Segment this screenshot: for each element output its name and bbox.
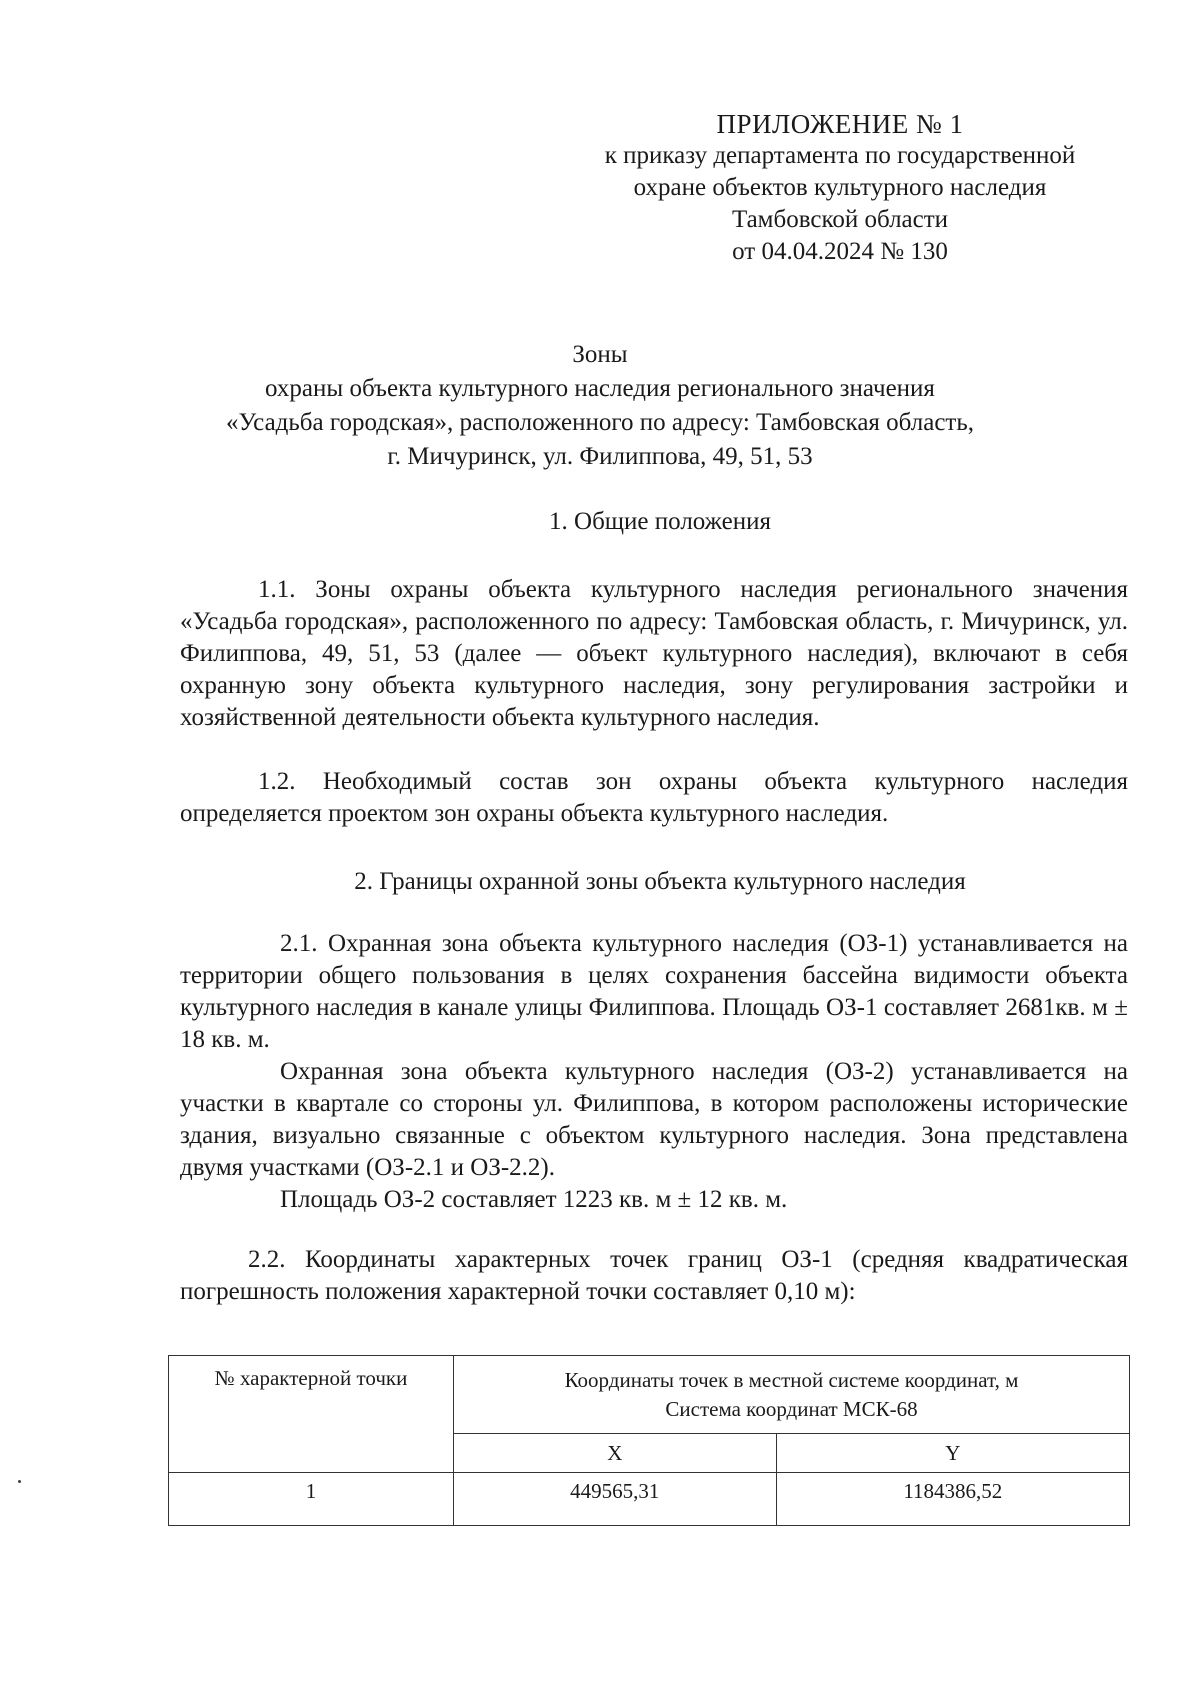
scan-speck [18, 1480, 21, 1483]
cell-point-number: 1 [169, 1473, 454, 1526]
header-y: Y [776, 1434, 1129, 1473]
title-line-4: г. Мичуринск, ул. Филиппова, 49, 51, 53 [387, 443, 813, 470]
coordinates-table [168, 1355, 1130, 1526]
paragraph-2-2-text: 2.2. Координаты характерных точек границ ОЗ-1 (средняя квадратическая погрешность положения характерной точки составляет 0,10 м): [180, 1246, 1128, 1305]
header-point-number: № характерной точки [169, 1356, 454, 1473]
paragraph-2-1 [180, 928, 1128, 1056]
section-1-heading: 1. Общие положения [549, 508, 771, 535]
appendix-title: ПРИЛОЖЕНИЕ № 1 [716, 109, 964, 139]
table-header-row [169, 1356, 1130, 1434]
header-x: X [454, 1434, 777, 1473]
paragraph-2-1-area-text: Площадь ОЗ-2 составляет 1223 кв. м ± 12 кв. м. [280, 1186, 788, 1213]
paragraph-2-2 [180, 1244, 1128, 1308]
section-2-heading: 2. Границы охранной зоны объекта культурного наследия [354, 868, 966, 895]
document-title [180, 338, 1020, 474]
paragraph-2-1-area [180, 1184, 1128, 1216]
header-coordinates-line-2: Система координат МСК-68 [665, 1396, 918, 1421]
table-row [169, 1473, 1130, 1526]
header-coordinates-line-1: Координаты точек в местной системе координат, м [564, 1367, 1019, 1392]
paragraph-1-1-text: 1.1. Зоны охраны объекта культурного наследия регионального значения «Усадьба городская», расположенного по адресу: Тамбовская область, г. Мичуринск, ул. Филиппова, 49, 51, 53 (далее — объект культурного наследия), включают в себя охранную зону объекта культурного наследия, зону регулирования застройки и хозяйственной деятельности объекта культурного наследия. [180, 576, 1128, 731]
appendix-line-4: от 04.04.2024 № 130 [732, 238, 948, 265]
appendix-line-1: к приказу департамента по государственной [604, 142, 1076, 169]
title-line-3: «Усадьба городская», расположенного по адресу: Тамбовская область, [225, 409, 975, 436]
title-line-1: Зоны [572, 341, 628, 368]
paragraph-2-1-oz2 [180, 1056, 1128, 1184]
paragraph-1-2-text: 1.2. Необходимый состав зон охраны объекта культурного наследия определяется проектом зон охраны объекта культурного наследия. [180, 768, 1128, 827]
title-line-2: охраны объекта культурного наследия регионального значения [265, 375, 935, 402]
paragraph-2-1-oz2-text: Охранная зона объекта культурного наследия (ОЗ-2) устанавливается на участки в квартале со стороны ул. Филиппова, в котором расположены исторические здания, визуально связанные с объектом культурного наследия. Зона представлена двумя участками (ОЗ-2.1 и ОЗ-2.2). [180, 1058, 1128, 1181]
paragraph-2-1-text: 2.1. Охранная зона объекта культурного наследия (ОЗ-1) устанавливается на территории общего пользования в целях сохранения бассейна видимости объекта культурного наследия в канале улицы Филиппова. Площадь ОЗ-1 составляет 2681кв. м ± 18 кв. м. [180, 930, 1128, 1053]
paragraph-1-1 [180, 574, 1128, 734]
appendix-header [560, 108, 1120, 268]
cell-y: 1184386,52 [776, 1473, 1129, 1526]
cell-x: 449565,31 [454, 1473, 777, 1526]
paragraph-1-2 [180, 766, 1128, 830]
appendix-line-3: Тамбовской области [731, 206, 949, 233]
header-coordinates [454, 1356, 1130, 1434]
appendix-line-2: охране объектов культурного наследия [633, 174, 1047, 201]
